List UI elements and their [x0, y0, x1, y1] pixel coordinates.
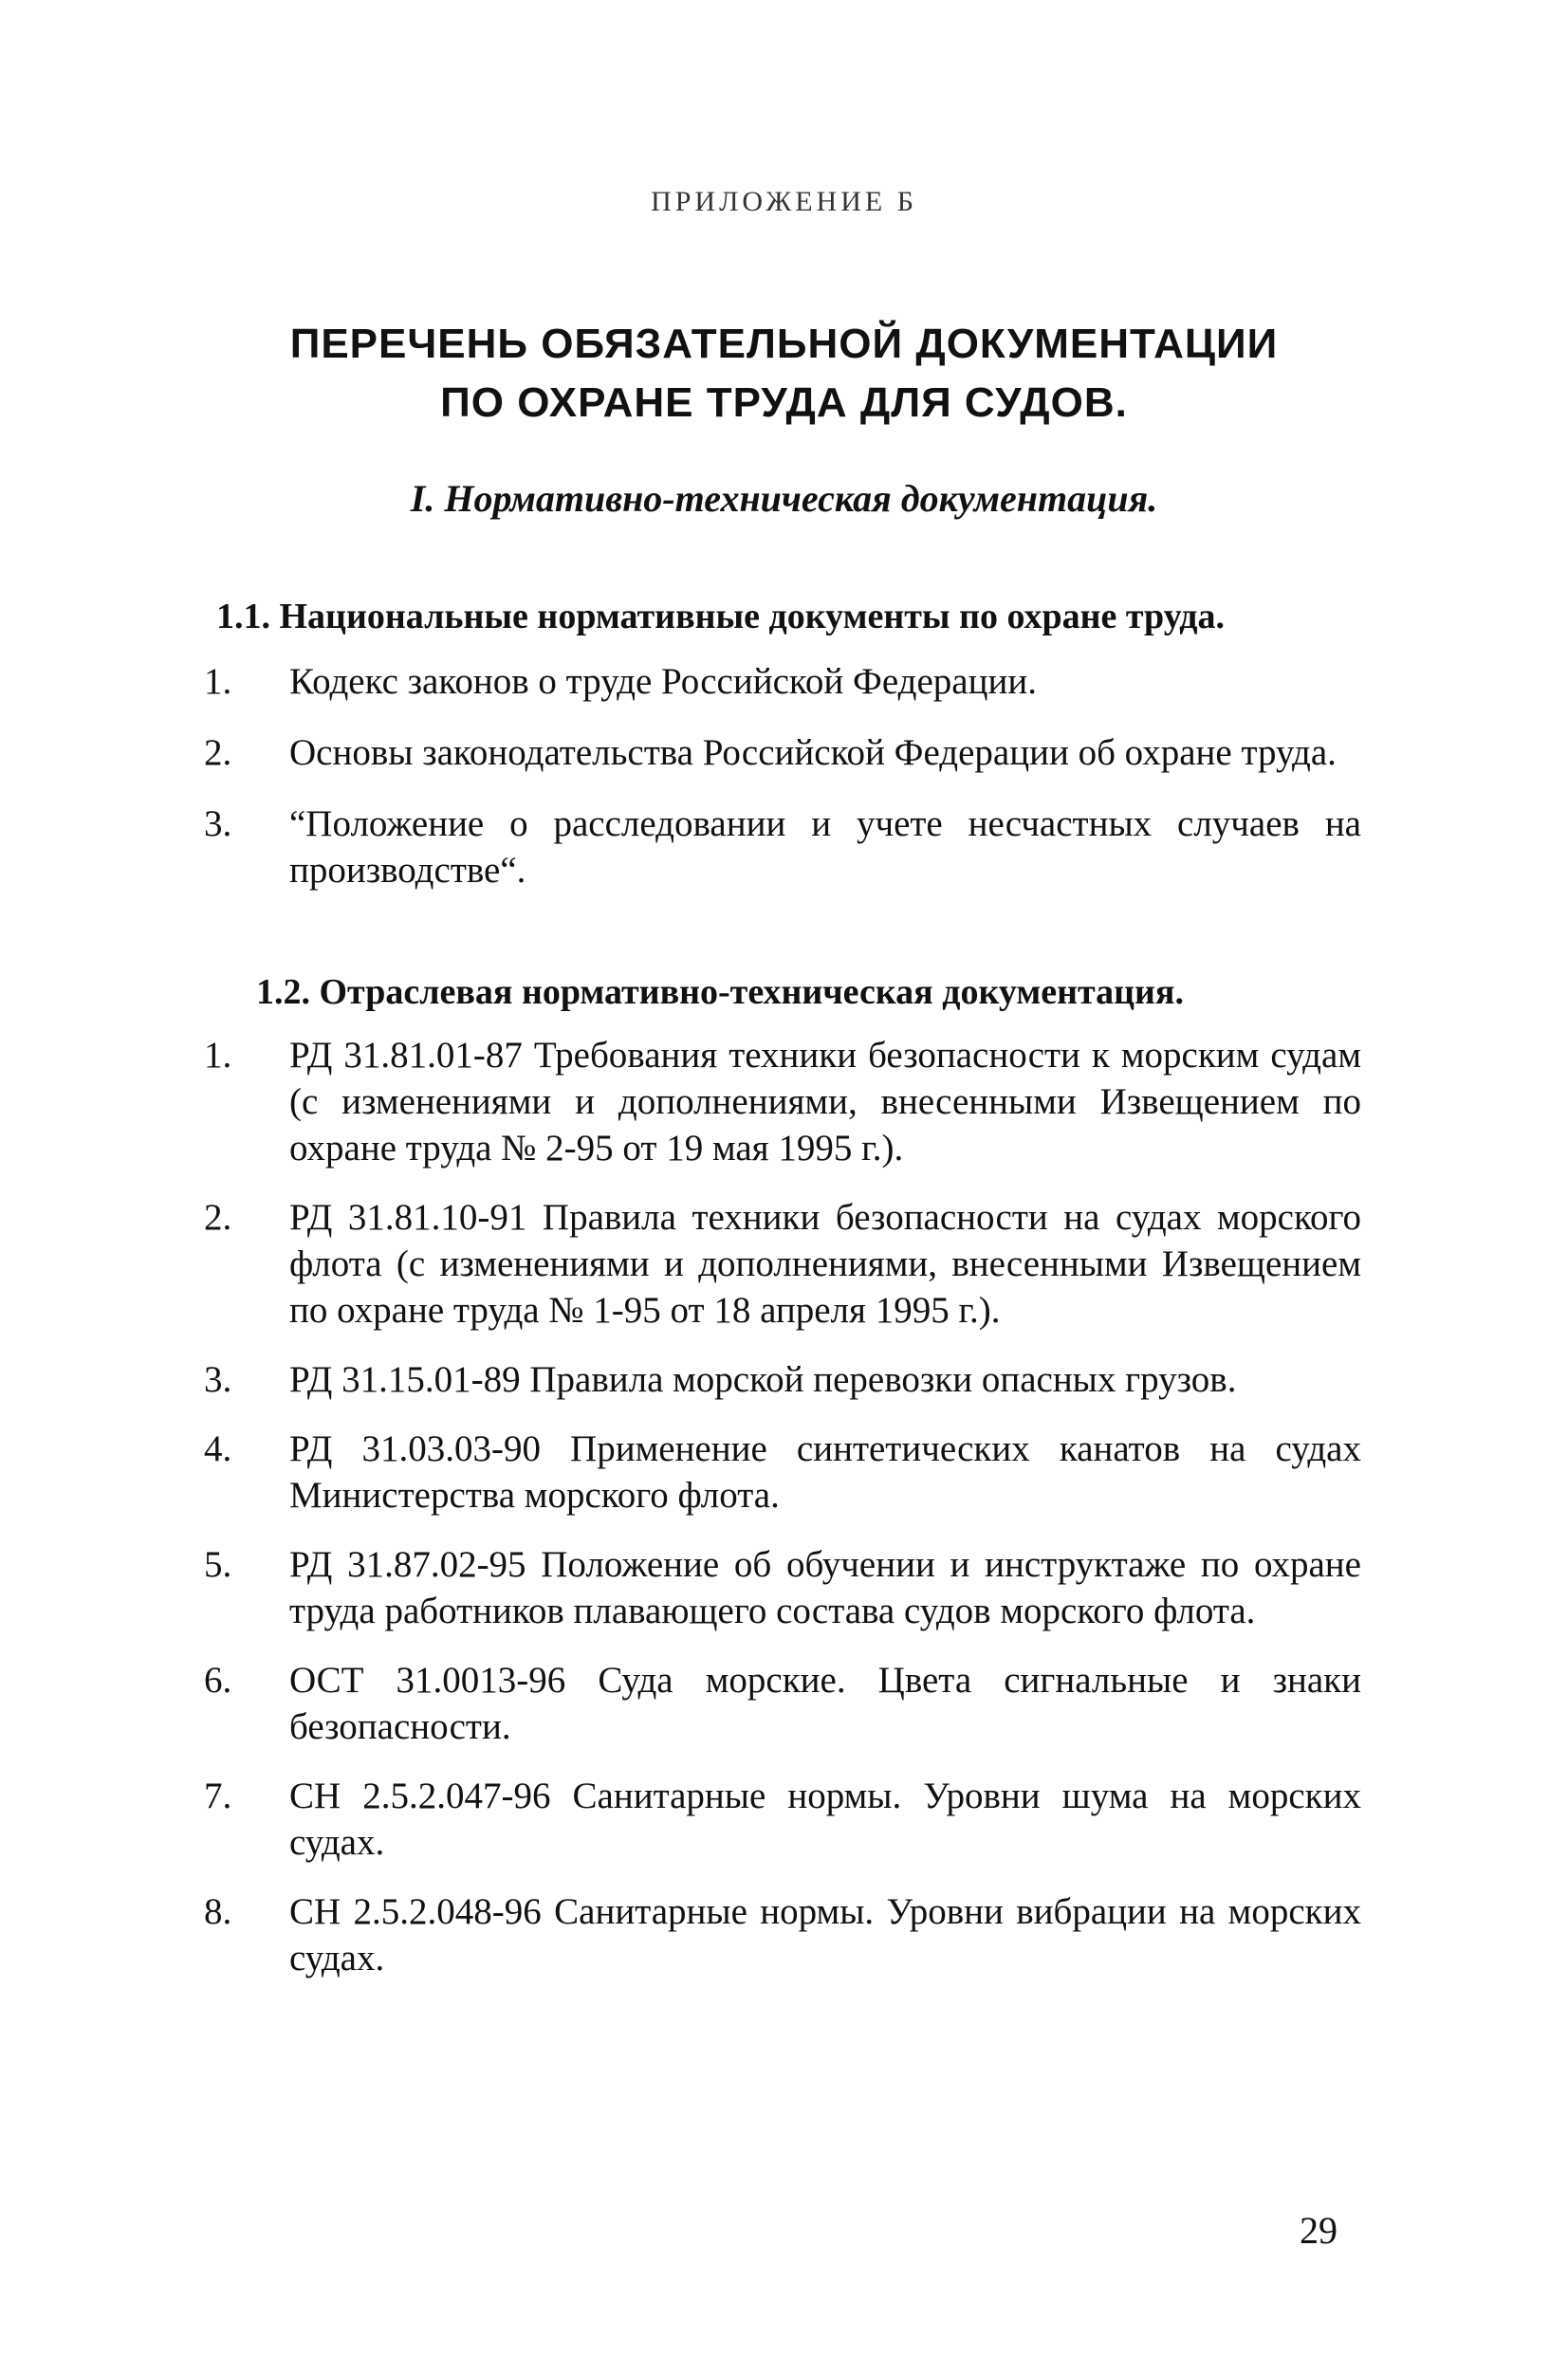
- item-number: 8.: [204, 1891, 232, 1932]
- item-text: РД 31.03.03-90 Применение синтетических канатов на судах Министерства морского флота.: [289, 1428, 1361, 1516]
- item-text: РД 31.87.02-95 Положение об обучении и инструктаже по охране труда работников плавающего состава судов морского флота.: [289, 1544, 1361, 1631]
- item-number: 2.: [204, 1197, 232, 1238]
- list-item: [204, 1657, 1361, 1750]
- page-number: 29: [1300, 2209, 1337, 2252]
- list-item: [204, 1541, 1361, 1634]
- list-item: [204, 1194, 1361, 1334]
- item-text: ОСТ 31.0013-96 Суда морские. Цвета сигнальные и знаки безопасности.: [289, 1660, 1361, 1747]
- item-text: “Положение о расследовании и учете несчастных случаев на производстве“.: [289, 803, 1361, 891]
- industry-documents-list: [204, 1032, 1361, 2004]
- subsection-1-heading: 1.1. Национальные нормативные документы по охране труда.: [216, 597, 1226, 636]
- item-text: РД 31.15.01-89 Правила морской перевозки опасных грузов.: [289, 1359, 1237, 1400]
- item-text: Кодекс законов о труде Российской Федерации.: [289, 661, 1037, 702]
- item-text: Основы законодательства Российской Федерации об охране труда.: [289, 732, 1337, 773]
- national-documents-list: [204, 658, 1361, 918]
- item-number: 3.: [204, 1359, 232, 1400]
- item-number: 6.: [204, 1660, 232, 1701]
- list-item: [204, 1032, 1361, 1171]
- list-item: [204, 1356, 1361, 1403]
- item-number: 7.: [204, 1776, 232, 1816]
- list-item: [204, 658, 1361, 705]
- appendix-label: ПРИЛОЖЕНИЕ Б: [651, 186, 917, 217]
- subsection-2-heading: 1.2. Отраслевая нормативно-техническая документация.: [256, 972, 1184, 1012]
- title-line-2: ПО ОХРАНЕ ТРУДА ДЛЯ СУДОВ.: [440, 379, 1128, 426]
- list-item: [204, 1773, 1361, 1866]
- item-number: 1.: [204, 661, 232, 702]
- item-number: 4.: [204, 1428, 232, 1469]
- item-number: 3.: [204, 803, 232, 844]
- list-item: [204, 1426, 1361, 1519]
- item-number: 2.: [204, 732, 232, 773]
- item-text: РД 31.81.10-91 Правила техники безопасности на судах морского флота (с изменениями и дополнениями, внесенными Извещением по охране труда № 1-95 от 18 апреля 1995 г.).: [289, 1197, 1361, 1331]
- list-item: [204, 801, 1361, 893]
- list-item: [204, 729, 1361, 776]
- document-title: [0, 315, 1568, 433]
- item-text: СН 2.5.2.048-96 Санитарные нормы. Уровни вибрации на морских судах.: [289, 1891, 1361, 1979]
- item-number: 1.: [204, 1035, 232, 1076]
- item-number: 5.: [204, 1544, 232, 1585]
- item-text: РД 31.81.01-87 Требования техники безопасности к морским судам (с изменениями и дополнениями, внесенными Извещением по охране труда № 2-95 от 19 мая 1995 г.).: [289, 1035, 1361, 1169]
- list-item: [204, 1888, 1361, 1981]
- section-heading: I. Нормативно-техническая документация.: [410, 477, 1158, 520]
- item-text: СН 2.5.2.047-96 Санитарные нормы. Уровни шума на морских судах.: [289, 1776, 1361, 1863]
- title-line-1: ПЕРЕЧЕНЬ ОБЯЗАТЕЛЬНОЙ ДОКУМЕНТАЦИИ: [289, 321, 1279, 367]
